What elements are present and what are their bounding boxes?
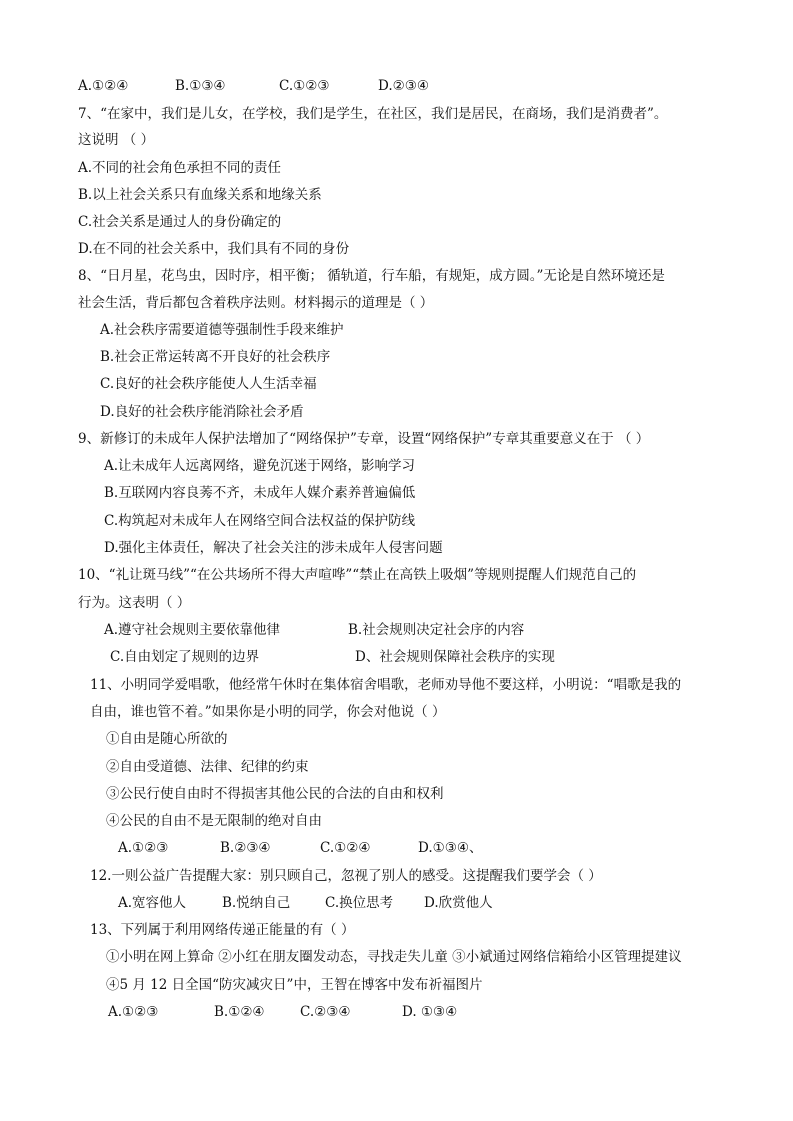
q8-option-b: B.社会正常运转离不开良好的社会秩序	[100, 349, 331, 365]
q8-option-c: C.良好的社会秩序能使人人生活幸福	[100, 376, 317, 392]
q13-option-a: A.①②③	[108, 1004, 159, 1020]
q11-item-2: ②自由受道德、法律、纪律的约束	[106, 759, 309, 775]
q12-option-b: B.悦纳自己	[222, 895, 291, 911]
q6-option-c: C.①②③	[279, 78, 330, 94]
q9-option-a: A.让未成年人远离网络，避免沉迷于网络，影响学习	[104, 458, 416, 474]
q6-option-d: D.②③④	[378, 78, 429, 94]
q12-option-a: A.宽容他人	[118, 895, 187, 911]
q9-option-b: B.互联网内容良莠不齐，未成年人媒介素养普遍偏低	[104, 485, 416, 501]
q6-option-a: A.①②④	[78, 78, 129, 94]
q10-option-c: C.自由划定了规则的边界	[110, 649, 260, 665]
q6-option-b: B.①③④	[175, 78, 226, 94]
q13-option-b: B.①②④	[214, 1004, 265, 1020]
q10-stem-line-2: 行为。这表明（ ）	[78, 595, 191, 611]
q13-stem-line-1: 13、下列属于利用网络传递正能量的有（ ）	[90, 922, 355, 938]
q11-option-d: D.①③④、	[418, 840, 483, 856]
q10-stem-line-1: 10、“礼让斑马线”“在公共场所不得大声喧哗”“禁止在高铁上吸烟”等规则提醒人们规范自己的	[78, 567, 637, 583]
q7-stem-line-2: 这说明 （ ）	[78, 132, 155, 148]
q13-option-c: C.②③④	[300, 1004, 351, 1020]
q7-option-b: B.以上社会关系只有血缘关系和地缘关系	[78, 187, 322, 203]
q13-option-d: D. ①③④	[402, 1004, 458, 1020]
q11-item-4: ④公民的自由不是无限制的绝对自由	[106, 813, 322, 829]
q12-option-c: C.换位思考	[325, 895, 394, 911]
q9-option-c: C.构筑起对未成年人在网络空间合法权益的保护防线	[104, 513, 416, 529]
q8-option-a: A.社会秩序需要道德等强制性手段来维护	[100, 322, 344, 338]
q8-option-d: D.良好的社会秩序能消除社会矛盾	[100, 404, 304, 420]
q9-option-d: D.强化主体责任，解决了社会关注的涉未成年人侵害问题	[104, 540, 443, 556]
q11-stem-line-1: 11、小明同学爱唱歌，他经常午休时在集体宿舍唱歌，老师劝导他不要这样，小明说：“唱歌是我的	[90, 677, 682, 693]
q11-item-1: ①自由是随心所欲的	[106, 731, 228, 747]
q13-item-line-1: ①小明在网上算命 ②小红在朋友圈发动态，寻找走失儿童 ③小斌通过网络信箱给小区管理提建议	[106, 949, 682, 965]
q12-option-d: D.欣赏他人	[424, 895, 493, 911]
q13-item-line-2: ④5 月 12 日全国“防灾减灾日”中，王智在博客中发布祈福图片	[106, 977, 483, 993]
q10-option-b: B.社会规则决定社会序的内容	[348, 622, 525, 638]
q11-option-a: A.①②③	[118, 840, 169, 856]
q8-stem-line-2: 社会生活，背后都包含着秩序法则。材料揭示的道理是（ ）	[78, 295, 434, 311]
q7-stem-line-1: 7、“在家中，我们是儿女，在学校，我们是学生，在社区，我们是居民，在商场，我们是消费者”。	[78, 106, 668, 122]
q11-option-b: B.②③④	[220, 840, 271, 856]
q11-item-3: ③公民行使自由时不得损害其他公民的合法的自由和权利	[106, 786, 444, 802]
q8-stem-line-1: 8、“日月星，花鸟虫，因时序，相平衡； 循轨道，行车船，有规矩，成方圆。”无论是自然环境还是	[78, 268, 665, 284]
q7-option-c: C.社会关系是通过人的身份确定的	[78, 214, 282, 230]
q7-option-d: D.在不同的社会关系中，我们具有不同的身份	[78, 241, 350, 257]
q9-stem-line-1: 9、新修订的未成年人保护法增加了“网络保护”专章，设置“网络保护”专章其重要意义在于 （ ）	[78, 431, 650, 447]
q11-stem-line-2: 自由，谁也管不着。”如果你是小明的同学，你会对他说（ ）	[90, 704, 446, 720]
q10-option-a: A.遵守社会规则主要依靠他律	[104, 622, 281, 638]
q11-option-c: C.①②④	[320, 840, 371, 856]
q12-stem-line-1: 12.一则公益广告提醒大家：别只顾自己，忽视了别人的感受。这提醒我们要学会（ ）	[90, 868, 602, 884]
q7-option-a: A.不同的社会角色承担不同的责任	[78, 160, 282, 176]
q10-option-d: D、社会规则保障社会秩序的实现	[355, 649, 555, 665]
